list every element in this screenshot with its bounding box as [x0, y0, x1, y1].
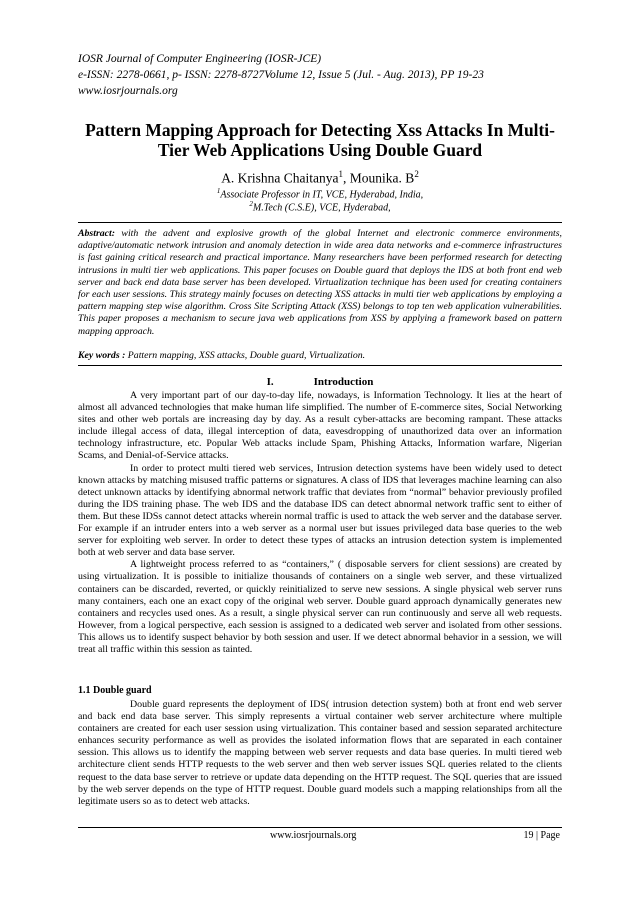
double-guard-body — [78, 699, 562, 808]
subsection-heading: 1.1 Double guard — [78, 685, 152, 696]
paragraph: Double guard represents the deployment of IDS( intrusion detection system) both at front end web server and back end data base server. This simply represents a virtual container web server architecture where multiple containers are created for each user session using virtualization. This container based and session separated architecture enhances security performance as well as provides the isolated information flows that are separated in each container session. This allows us to identify the mapping between web server requests and data base queries. In multi tiered web architecture client sends HTTP requests to the web server and then web server issues SQL queries related to the clients request to the data base server to retrieve or update data depending on the HTTP request. The SQL queries that are issued by the web server depends on the type of HTTP request. Double guard models such a mapping relationships from all the legitimate users so as to detect web attacks. — [78, 699, 562, 807]
paragraph: In order to protect multi tiered web services, Intrusion detection systems have been widely used to detect known attacks by matching misused traffic patterns or signatures. A class of IDS that leverages machine learning can also detect unknown attacks by identifying abnormal network traffic that deviates from “normal” behavior previously profiled during the IDS training phase. The web IDS and the database IDS can detect abnormal network traffic sent to either of them. But these IDSs cannot detect attacks wherein normal traffic is used to attack the web server and the database server. For example if an intruder enters into a web server as a normal user but issues privileged data base queries to the web server for exploiting web server. In order to detect these types of attacks an intrusion detection system is implemented both at web server and data base server. — [78, 462, 562, 559]
affiliation-2 — [78, 198, 562, 214]
footer-website[interactable]: www.iosrjournals.org — [270, 830, 357, 841]
paper-title: Pattern Mapping Approach for Detecting Xss Attacks In Multi-Tier Web Applications Using Double Guard — [85, 120, 555, 160]
keywords-label: Key words : — [78, 350, 126, 361]
abstract-text: with the advent and explosive growth of the global Internet and electronic commerce environments, adaptive/automatic network intrusion and anomaly detection in wide area data networks and e-commerce infrastructures is fast gaining critical research and practical importance. Many researchers have been performed research for detecting intrusions in multi tier web applications. This paper focuses on Double guard that deploys the IDS at both front end web server and back end data base server has been developed. Virtualization technique has been used for creating containers for each user sessions. This strategy mainly focuses on detecting XSS attacks in multi tier web applications by employing a pattern mapping step wise algorithm. Cross Site Scripting Attack (XSS) belongs to top ten web application vulnerabilities. This paper proposes a mechanism to secure java web applications from XSS by applying a framework based on pattern mapping approach. — [78, 228, 562, 337]
footer-page-number: 19 | Page — [523, 830, 560, 841]
affiliation-superscript: 2 — [249, 200, 253, 208]
keywords — [78, 350, 562, 362]
abstract-bottom-rule — [78, 365, 562, 366]
affiliation-text: Associate Professor in IT, VCE, Hyderabad, India, — [220, 189, 424, 201]
paragraph: A very important part of our day-to-day life, nowadays, is Information Technology. It lies at the heart of almost all advanced technologies that make human life simplified. The number of E-commerce sites, Social Networking sites and other web portals are increasing day by day. As a result cyber-attacks are becoming rampant. These attacks include illegal access of data, illegal interception of data, eavesdropping of unauthorized data over an information technology infrastructure, etc. Popular Web attacks include Spam, Phishing Attacks, Information warfare, Nigerian Scams, and Denial-of-Service attacks. — [78, 390, 562, 462]
journal-website[interactable]: www.iosrjournals.org — [78, 85, 178, 97]
affiliation-superscript: 1 — [216, 187, 221, 195]
paragraph: A lightweight process referred to as “containers,” ( disposable servers for client sessions) are created by using virtualization. It is possible to initialize thousands of containers on a single web server, and these virtualized containers can be discarded, reverted, or quickly reinitialized to serve new sessions. A single physical web server runs many containers, each one an exact copy of the original web server. Double guard approach dynamically generates new containers and recycles used ones. As a result, a single physical server can run continuously and serve all web requests. However, from a logical perspective, each session is assigned to a dedicated web server and isolated from other sessions. This allows us to identify suspect behavior by both session and user. If we detect abnormal behavior in a session, we will treat all traffic within this session as tainted. — [78, 559, 562, 655]
journal-issn: e-ISSN: 2278-0661, p- ISSN: 2278-8727Volume 12, Issue 5 (Jul. - Aug. 2013), PP 19-23 — [78, 69, 484, 81]
author-superscript: 1 — [338, 169, 344, 179]
abstract-label: Abstract: — [78, 228, 116, 239]
author-separator: , — [343, 170, 350, 186]
journal-header — [78, 51, 558, 99]
section-heading — [78, 376, 562, 389]
journal-name: IOSR Journal of Computer Engineering (IOSR-JCE) — [78, 53, 322, 65]
abstract — [78, 228, 562, 338]
author-superscript: 2 — [414, 169, 419, 179]
affiliation-text: M.Tech (C.S.E), VCE, Hyderabad, — [252, 202, 391, 214]
footer-rule — [78, 827, 562, 828]
author-line — [78, 166, 562, 187]
section-number: I. — [266, 376, 274, 388]
keywords-text: Pattern mapping, XSS attacks, Double guard, Virtualization. — [125, 350, 366, 361]
author-name: A. Krishna Chaitanya — [221, 170, 339, 186]
introduction-body — [78, 390, 562, 656]
abstract-top-rule — [78, 222, 562, 223]
section-title: Introduction — [313, 376, 374, 388]
author-name: Mounika. B — [349, 170, 415, 186]
